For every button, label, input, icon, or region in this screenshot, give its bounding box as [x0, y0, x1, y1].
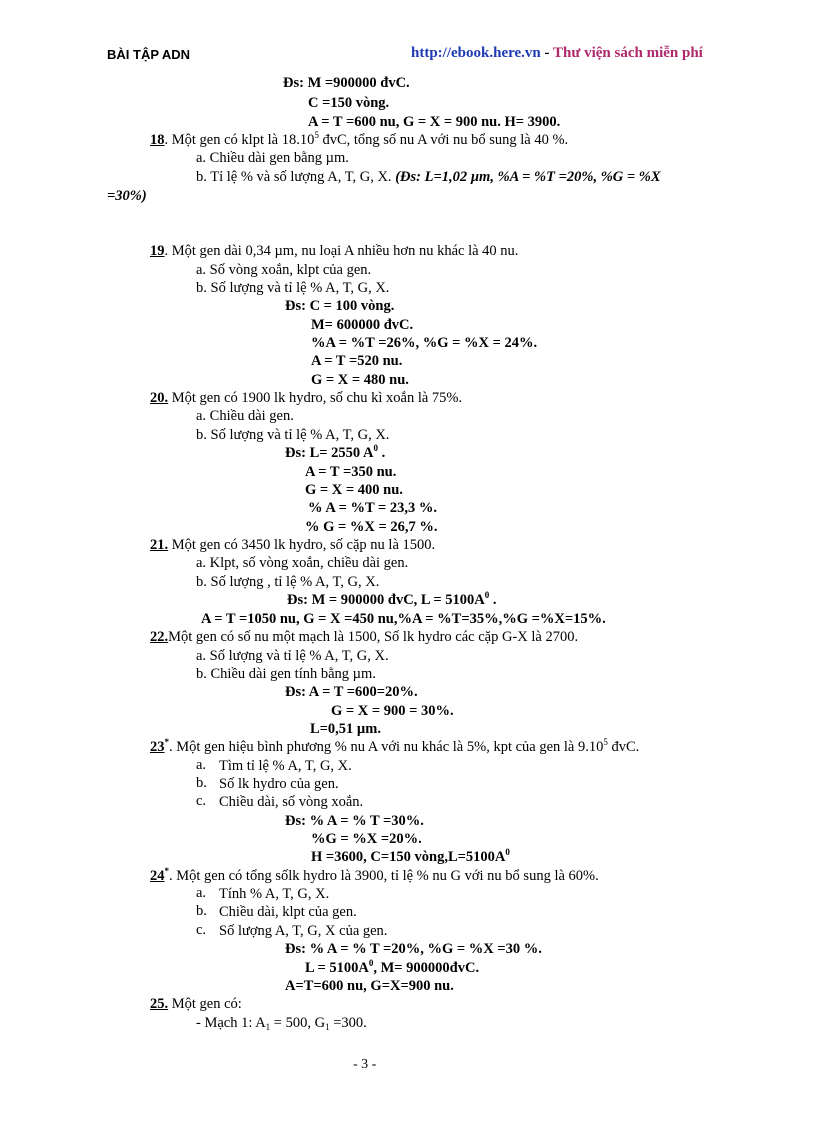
answer-line: G = X = 900 = 30%. [331, 703, 454, 719]
answer-line: G = X = 400 nu. [305, 482, 403, 498]
answer-line: %A = %T =26%, %G = %X = 24%. [311, 335, 538, 351]
question-21-a: a. Klpt, số vòng xoắn, chiều dài gen. [196, 555, 409, 571]
list-marker: c. [196, 793, 207, 809]
answer-line: % G = %X = 26,7 %. [305, 519, 438, 535]
question-22-a: a. Số lượng và tỉ lệ % A, T, G, X. [196, 648, 389, 664]
question-23-a: Tìm tỉ lệ % A, T, G, X. [219, 758, 352, 774]
question-21: 21. Một gen có 3450 lk hydro, số cặp nu là 1500. [150, 537, 436, 553]
question-21-b: b. Số lượng , tỉ lệ % A, T, G, X. [196, 574, 380, 590]
question-23-c: Chiều dài, số vòng xoắn. [219, 794, 364, 810]
answer-line: L=0,51 µm. [310, 721, 381, 737]
answer-line: Đs: L= 2550 $A^0$ . [285, 443, 386, 461]
question-23-b: Số lk hydro của gen. [219, 776, 339, 792]
answer-line: Đs: M =900000 đvC. [283, 75, 410, 91]
question-18-a: a. Chiều dài gen bằng µm. [196, 150, 349, 166]
list-marker: b. [196, 903, 207, 919]
answer-line: A = T =520 nu. [311, 353, 403, 369]
answer-line: M= 600000 đvC. [311, 317, 414, 333]
answer-line: A=T=600 nu, G=X=900 nu. [285, 978, 454, 994]
question-25-strand-1: - Mạch 1: $A_1 = 500$, $G_1 =300$. [196, 1015, 367, 1032]
answer-line: G = X = 480 nu. [311, 372, 409, 388]
answer-line: Đs: C = 100 vòng. [285, 298, 395, 314]
question-20-b: b. Số lượng và tỉ lệ % A, T, G, X. [196, 427, 390, 443]
question-20-a: a. Chiều dài gen. [196, 408, 294, 424]
answer-line: Đs: A = T =600=20%. [285, 684, 418, 700]
answer-line: Đs: M = 900000 đvC, $L = 5100A^0$ . [287, 590, 497, 608]
question-18-b-cont: =30%) [107, 188, 147, 204]
answer-line: C =150 vòng. [308, 95, 390, 111]
question-22-b: b. Chiều dài gen tính bằng µm. [196, 666, 376, 682]
question-19-b: b. Số lượng và tỉ lệ % A, T, G, X. [196, 280, 390, 296]
question-24-b: Chiều dài, klpt của gen. [219, 904, 357, 920]
question-19-a: a. Số vòng xoắn, klpt của gen. [196, 262, 372, 278]
question-19: 19. Một gen dài 0,34 µm, nu loại A nhiều hơn nu khác là 40 nu. [150, 243, 519, 259]
question-24-a: Tính % A, T, G, X. [219, 886, 330, 902]
answer-line: Đs: % A = % T =20%, %G = %X =30 %. [285, 941, 542, 957]
source-library: Thư viện sách miễn phí [552, 45, 703, 61]
answer-line: H =3600, C=150 $vòng,L=5100A^0$ [311, 847, 510, 865]
answer-line: %G = %X =20%. [311, 831, 422, 847]
answer-line: A = T =600 nu, G = X = 900 nu. H= 3900. [308, 114, 561, 130]
answer-line: Đs: % A = % T =30%. [285, 813, 424, 829]
list-marker: a. [196, 757, 207, 773]
answer-line: $L = 5100A^0$, M= 900000đvC. [305, 958, 480, 976]
page-header-source [411, 45, 703, 62]
question-25: 25. Một gen có: [150, 996, 242, 1012]
answer-line: A = T =350 nu. [305, 464, 397, 480]
question-20: 20. Một gen có 1900 lk hydro, số chu kì xoắn là 75%. [150, 390, 463, 406]
list-marker: b. [196, 775, 207, 791]
header-separator: - [540, 45, 553, 61]
list-marker: a. [196, 885, 207, 901]
question-22: 22.Một gen có số nu một mạch là 1500, Số lk hydro các cặp G-X là 2700. [150, 629, 579, 645]
page-number: - 3 - [353, 1057, 377, 1072]
list-marker: c. [196, 922, 207, 938]
page-header-title: BÀI TẬP ADN [107, 47, 191, 62]
question-18: 18. Một gen có klpt là 18.10$^5$ đvC, tổng số nu A với nu bổ sung là 40 %. [150, 130, 569, 148]
answer-line: A = T =1050 nu, G = X =450 nu,%A = %T=35%,%G =%X=15%. [201, 611, 606, 627]
question-24-c: Số lượng A, T, G, X của gen. [219, 923, 388, 939]
question-23: 23*. Một gen hiệu bình phương % nu A với nu khác là 5%, kpt của gen là 9.10$^5$ đvC. [150, 737, 640, 755]
question-18-b: b. Tỉ lệ % và số lượng A, T, G, X. (Đs: L=1,02 µm, %A = %T =20%, %G = %X [196, 169, 661, 185]
source-url[interactable]: http://ebook.here.vn [411, 45, 541, 61]
question-24: 24*. Một gen có tổng sốlk hydro là 3900, tỉ lệ % nu G với nu bổ sung là 60%. [150, 866, 599, 884]
answer-line: % A = %T = 23,3 %. [308, 500, 438, 516]
